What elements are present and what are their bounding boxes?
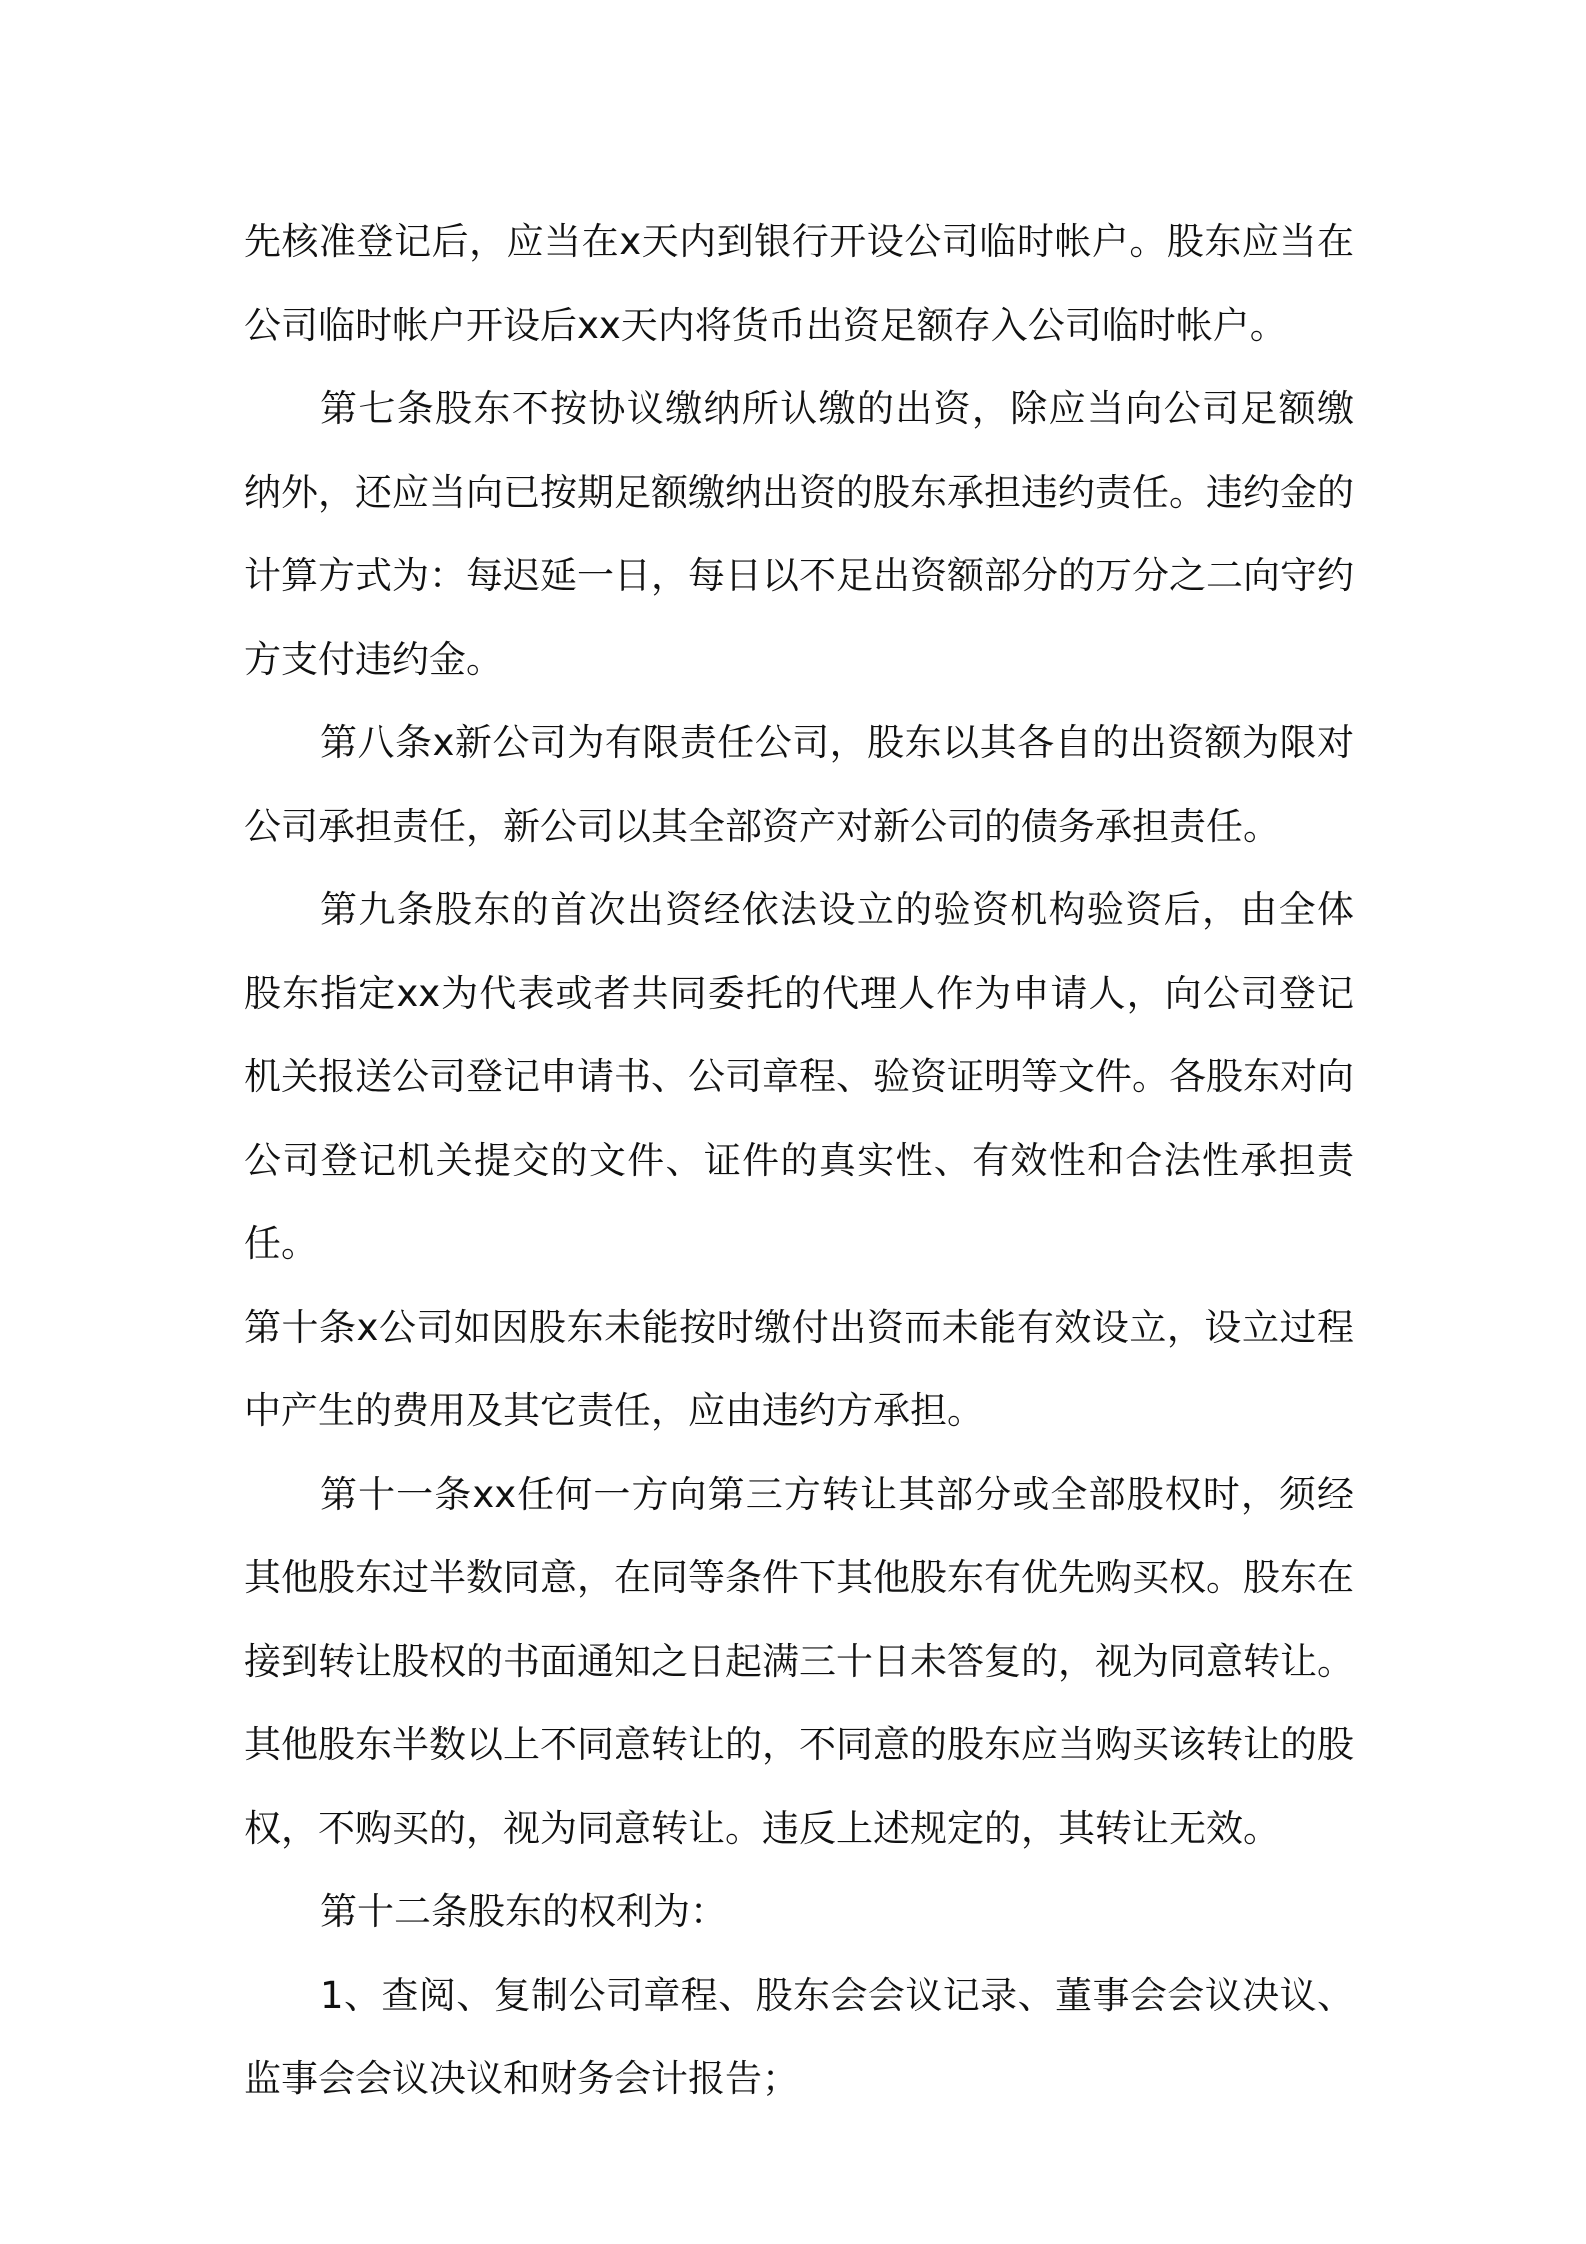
document-body <box>244 200 1354 2121</box>
paragraph-right-1: 1、查阅、复制公司章程、股东会会议记录、董事会会议决议、监事会会议决议和财务会计报告； <box>244 1973 1354 2100</box>
paragraph-article-9: 第九条股东的首次出资经依法设立的验资机构验资后，由全体股东指定xx为代表或者共同委托的代理人作为申请人，向公司登记机关报送公司登记申请书、公司章程、验资证明等文件。各股东对向公司登记机关提交的文件、证件的真实性、有效性和合法性承担责任。 <box>244 888 1354 1265</box>
paragraph-article-7: 第七条股东不按协议缴纳所认缴的出资，除应当向公司足额缴纳外，还应当向已按期足额缴纳出资的股东承担违约责任。违约金的计算方式为：每迟延一日，每日以不足出资额部分的万分之二向守约方支付违约金。 <box>244 387 1354 681</box>
paragraph-article-12: 第十二条股东的权利为： <box>320 1890 727 1933</box>
paragraph-1: 先核准登记后，应当在x天内到银行开设公司临时帐户。股东应当在公司临时帐户开设后xx天内将货币出资足额存入公司临时帐户。 <box>244 220 1354 347</box>
paragraph-article-10: 第十条x公司如因股东未能按时缴付出资而未能有效设立，设立过程中产生的费用及其它责任，应由违约方承担。 <box>244 1305 1354 1432</box>
paragraph-article-8: 第八条x新公司为有限责任公司，股东以其各自的出资额为限对公司承担责任，新公司以其全部资产对新公司的债务承担责任。 <box>244 721 1354 848</box>
paragraph-article-11: 第十一条xx任何一方向第三方转让其部分或全部股权时，须经其他股东过半数同意，在同等条件下其他股东有优先购买权。股东在接到转让股权的书面通知之日起满三十日未答复的，视为同意转让。其他股东半数以上不同意转让的，不同意的股东应当购买该转让的股权，不购买的，视为同意转让。违反上述规定的，其转让无效。 <box>244 1472 1354 1850</box>
